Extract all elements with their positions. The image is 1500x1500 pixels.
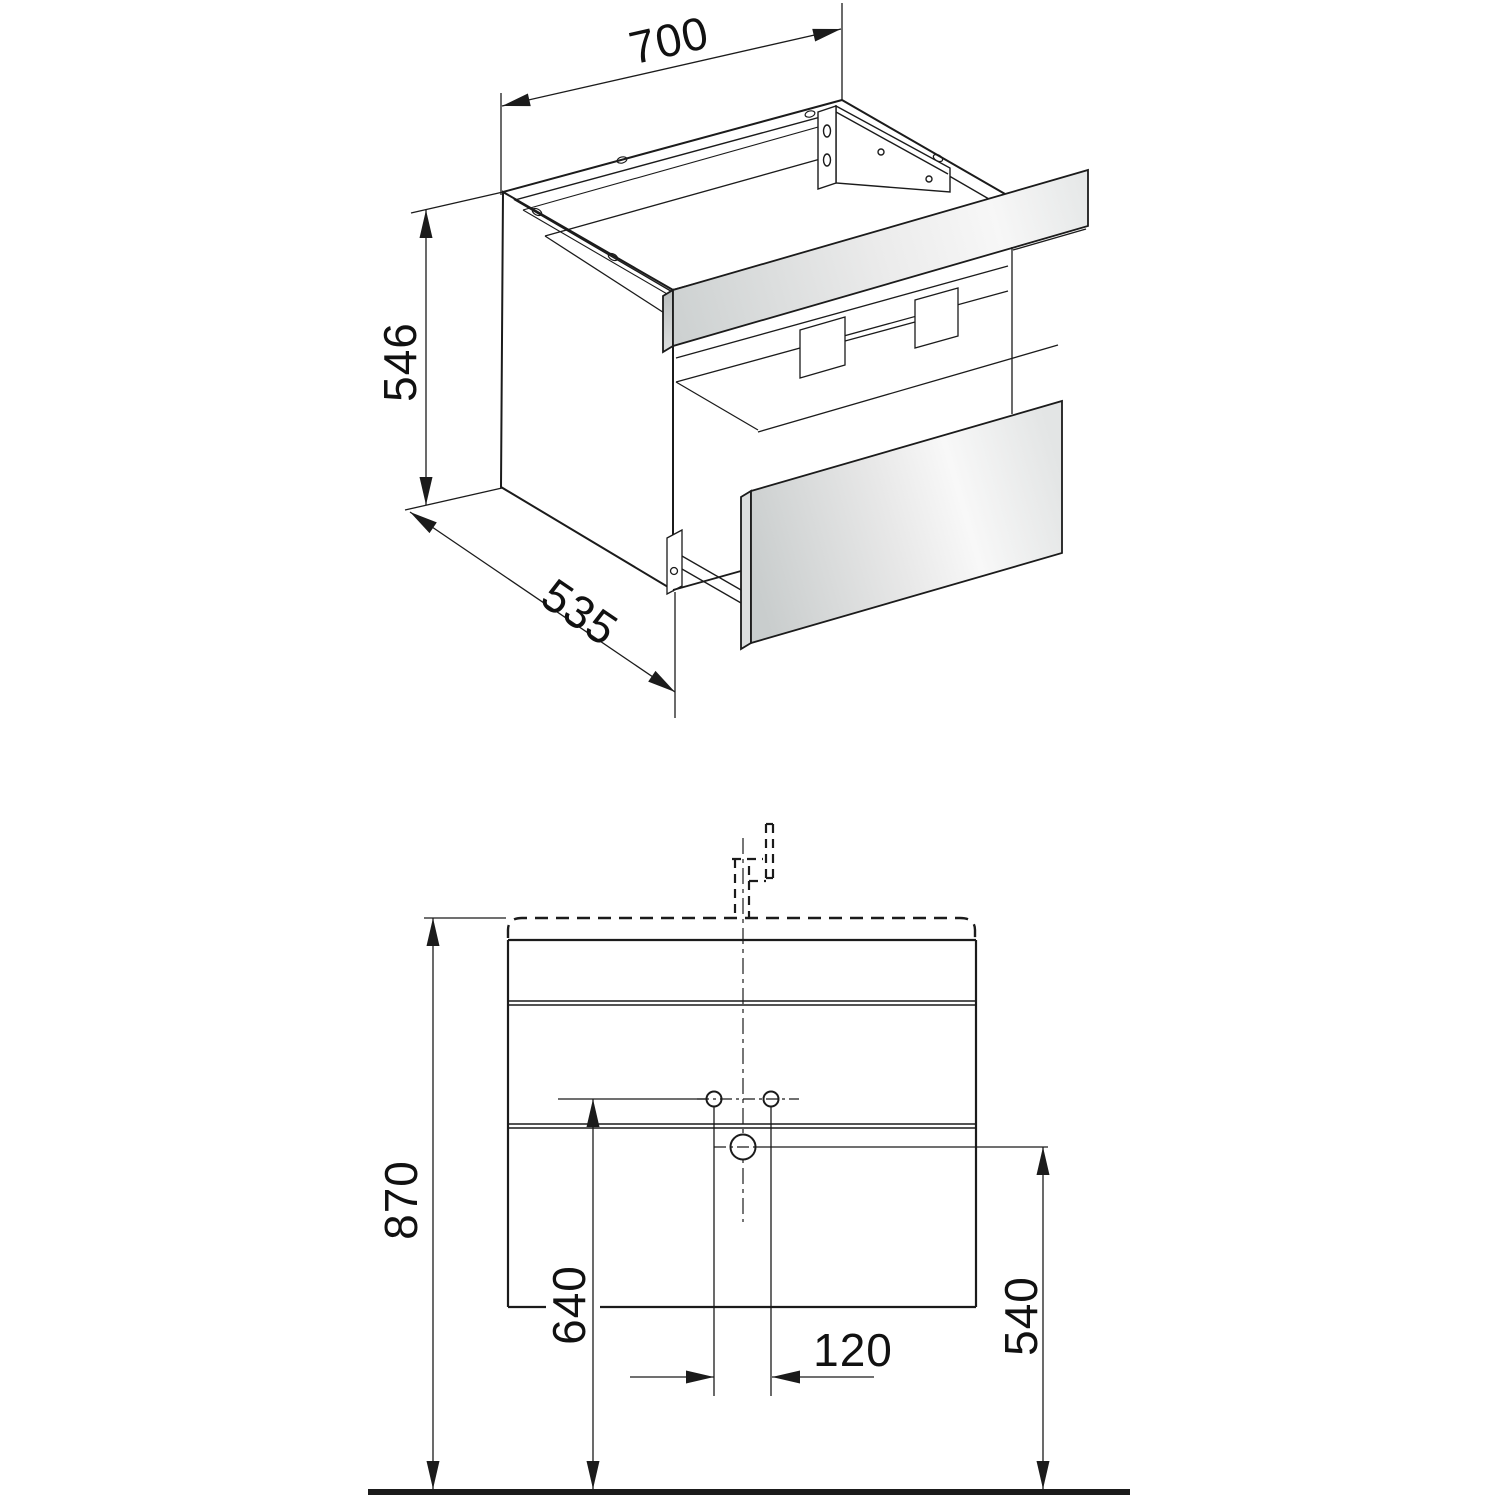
dimension-height-546 [374, 192, 503, 510]
upper-drawer-front [663, 170, 1088, 352]
dim-label-540: 540 [995, 1276, 1048, 1356]
lower-drawer-front [741, 401, 1062, 649]
drawer-division-lines [508, 1001, 976, 1128]
faucet-mounting-holes [697, 1092, 799, 1107]
front-elevation-view [368, 824, 1130, 1495]
dim-label-640: 640 [543, 1265, 596, 1345]
dim-label-870: 870 [375, 1160, 428, 1240]
dim-label-546: 546 [374, 322, 427, 402]
dimension-drain-height-540 [756, 1147, 1050, 1489]
dimension-faucet-height-640 [543, 1099, 707, 1489]
drawer-runner [667, 530, 748, 607]
wall-mounting-bracket [818, 106, 950, 192]
isometric-view [374, 3, 1088, 718]
floor-line [368, 1489, 1130, 1495]
dim-label-120: 120 [813, 1324, 893, 1377]
cabinet-side-panel [501, 192, 673, 590]
dimension-overall-height-870 [375, 918, 506, 1489]
drain-hole [714, 1135, 757, 1160]
countertop-dashed-outline [508, 918, 975, 938]
dim-label-700: 700 [624, 5, 714, 75]
dim-label-535: 535 [532, 568, 628, 656]
dimension-width-700 [501, 3, 843, 195]
dimension-hole-spacing-120 [630, 1324, 893, 1383]
faucet-dashed-outline [732, 824, 773, 918]
